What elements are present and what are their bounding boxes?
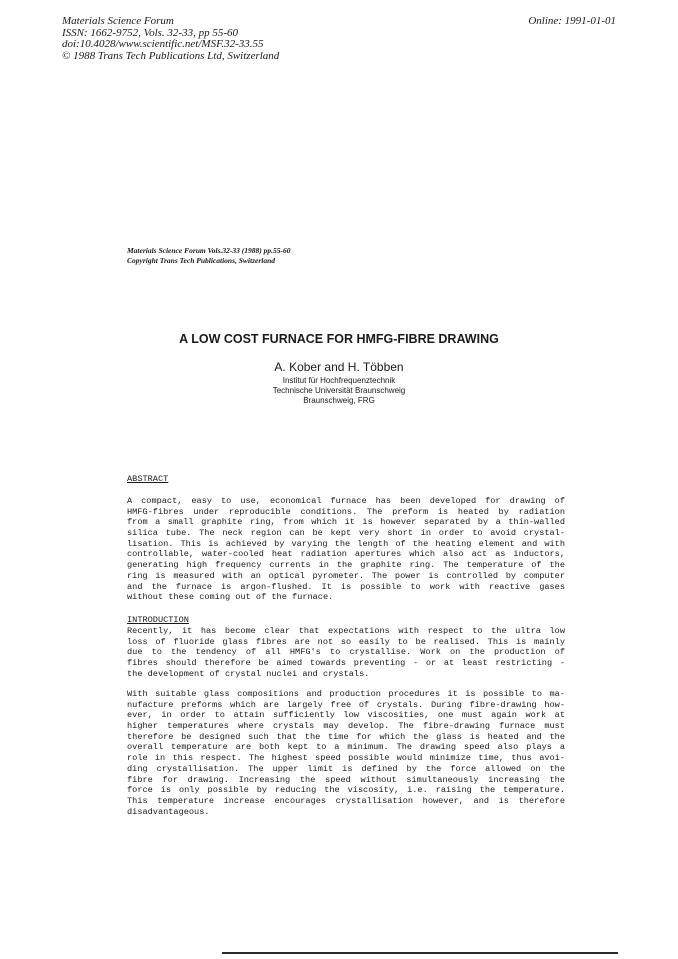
text-line: lisation. This is achieved by varying the length of the heating element and with xyxy=(127,538,565,549)
text-line: higher temperatures where crystals may develop. The fibre-drawing furnace must xyxy=(127,721,565,732)
introduction-paragraph-2 xyxy=(127,689,565,817)
text-line: disadvantageous. xyxy=(127,806,210,817)
text-line: fibre for drawing. Increasing the speed without simultaneously increasing the xyxy=(127,774,565,785)
text-line: loss of fluoride glass fibres are not so easily to be realised. This is mainly xyxy=(127,636,565,647)
text-line: ring is measured with an optical pyrometer. The power is controlled by computer xyxy=(127,570,565,581)
journal-reference-line: Materials Science Forum Vols.32-33 (1988) pp.55-60 xyxy=(127,246,291,255)
text-line: ever, in order to attain sufficiently low viscosities, one must again work at xyxy=(127,710,565,721)
affiliation-line: Technische Universität Braunschweig xyxy=(272,386,406,395)
footer-rule xyxy=(222,952,618,954)
abstract-heading: ABSTRACT xyxy=(127,474,169,484)
journal-copyright-line: Copyright Trans Tech Publications, Switzerland xyxy=(127,256,276,265)
text-line: force is only possible by reducing the viscosity, i.e. raising the temperature. xyxy=(127,785,565,796)
text-line: This temperature increase encourages crystallisation however, and is therefore xyxy=(127,795,565,806)
issn-line: ISSN: 1662-9752, Vols. 32-33, pp 55-60 xyxy=(62,26,238,39)
affiliation-line: Institut für Hochfrequenztechnik xyxy=(282,376,396,385)
text-line: With suitable glass compositions and production procedures it is possible to ma- xyxy=(127,689,565,699)
paper-authors: A. Kober and H. Többen xyxy=(274,360,404,374)
text-line: Recently, it has become clear that expectations with respect to the ultra low xyxy=(127,626,565,636)
text-line: ding crystallisation. The upper limit is defined by the force allowed on the xyxy=(127,763,565,774)
journal-name: Materials Science Forum xyxy=(62,15,174,27)
text-line: role in this respect. The highest speed possible would minimize time, thus avoi- xyxy=(127,753,565,764)
text-line: and the furnace is argon-flushed. It is possible to work with reactive gases xyxy=(127,581,565,592)
text-line: fibres should therefore be aimed towards preventing - or at least restricting - xyxy=(127,658,565,669)
text-line: from a small graphite ring, from which it is however separated by a thin-walled xyxy=(127,517,565,528)
introduction-paragraph-1 xyxy=(127,626,565,679)
text-line: A compact, easy to use, economical furnace has been developed for drawing of xyxy=(127,496,565,506)
copyright-line: © 1988 Trans Tech Publications Ltd, Switzerland xyxy=(62,49,280,62)
abstract-text xyxy=(127,496,565,603)
publisher-metadata xyxy=(62,16,279,62)
text-line: therefore be designed such that the time for which the glass is heated and the xyxy=(127,731,565,742)
text-line: without these coming out of the furnace. xyxy=(127,592,334,603)
text-line: HMFG-fibres under reproducible conditions. The preform is heated by radiation xyxy=(127,506,565,517)
affiliation xyxy=(0,376,678,406)
journal-reference xyxy=(127,246,291,266)
text-line: controllable, water-cooled heat radiation apertures which also act as inductors, xyxy=(127,549,565,560)
text-line: generating high frequency currents in the graphite ring. The temperature of the xyxy=(127,560,565,571)
introduction-heading: INTRODUCTION xyxy=(127,615,189,625)
text-line: nufacture preforms which are largely free of crystals. During fibre-drawing how- xyxy=(127,699,565,710)
text-line: due to the tendency of all HMFG's to crystallise. Work on the production of xyxy=(127,647,565,658)
text-line: silica tube. The neck region can be kept very short in order to avoid crystal- xyxy=(127,528,565,539)
text-line: overall temperature are both kept to a minimum. The drawing speed also plays a xyxy=(127,742,565,753)
online-date: Online: 1991-01-01 xyxy=(528,15,616,27)
affiliation-line: Braunschweig, FRG xyxy=(303,396,375,405)
doi-line: doi:10.4028/www.scientific.net/MSF.32-33.55 xyxy=(62,38,264,50)
paper-title: A LOW COST FURNACE FOR HMFG-FIBRE DRAWING xyxy=(179,332,499,346)
text-line: the development of crystal nuclei and crystals. xyxy=(127,668,370,679)
